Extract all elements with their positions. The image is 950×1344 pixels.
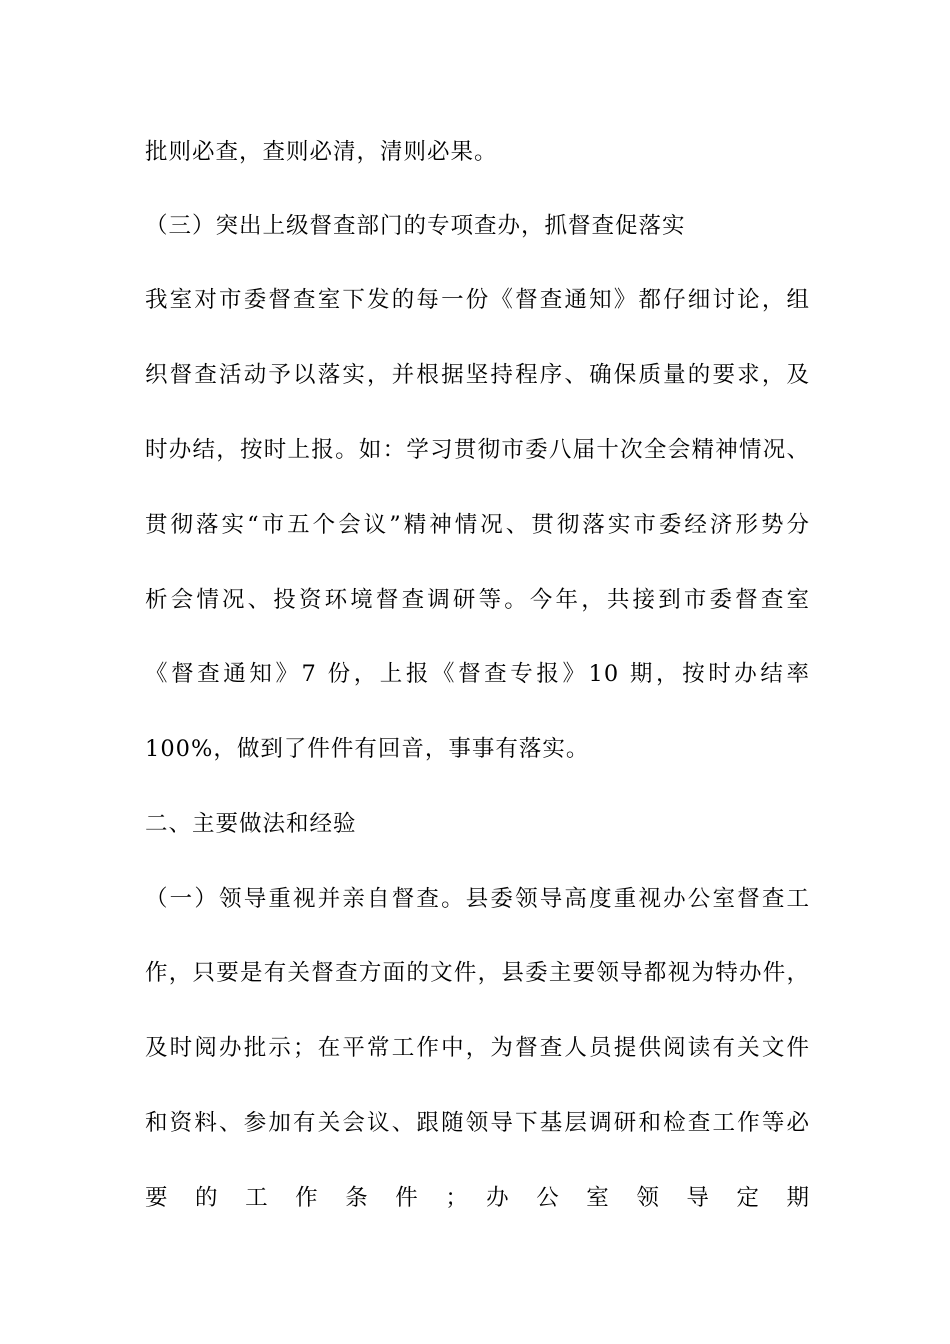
body-line-6: 贯彻落实“市五个会议”精神情况、贯彻落实市委经济形势分 [145, 512, 810, 538]
body-line-13: 及时阅办批示；在平常工作中，为督查人员提供阅读有关文件 [145, 1035, 810, 1061]
body-line-3: 我室对市委督查室下发的每一份《督查通知》都仔细讨论，组 [145, 287, 810, 313]
body-line-11: （一）领导重视并亲自督查。县委领导高度重视办公室督查工 [145, 886, 810, 912]
body-line-4: 织督查活动予以落实，并根据坚持程序、确保质量的要求，及 [145, 362, 810, 388]
body-line-8: 《督查通知》7 份，上报《督查专报》10 期，按时办结率 [145, 661, 810, 687]
body-line-1: 批则必查，查则必清，清则必果。 [145, 139, 498, 165]
body-line-5: 时办结，按时上报。如：学习贯彻市委八届十次全会精神情况、 [145, 437, 810, 463]
body-line-14: 和资料、参加有关会议、跟随领导下基层调研和检查工作等必 [145, 1110, 810, 1136]
section-heading-3: （三）突出上级督查部门的专项查办，抓督查促落实 [145, 213, 686, 239]
body-line-9: 100%，做到了件件有回音，事事有落实。 [145, 736, 590, 762]
section-heading-2: 二、主要做法和经验 [145, 811, 357, 837]
body-line-7: 析会情况、投资环境督查调研等。今年，共接到市委督查室 [145, 587, 810, 613]
body-line-12: 作，只要是有关督查方面的文件，县委主要领导都视为特办件， [145, 960, 810, 986]
body-line-15: 要 的 工 作 条 件 ； 办 公 室 领 导 定 期 [145, 1185, 810, 1211]
